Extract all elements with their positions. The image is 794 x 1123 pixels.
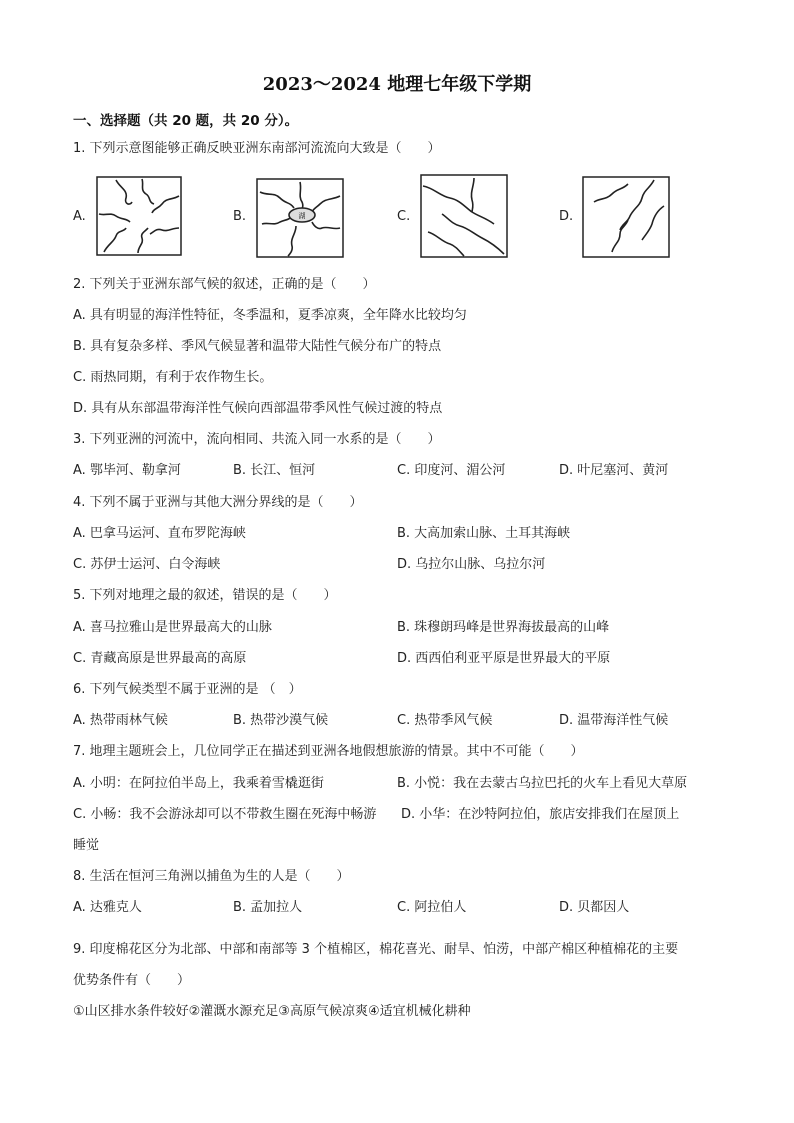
q5-option-b: B. 珠穆朗玛峰是世界海拔最高的山峰: [397, 620, 610, 635]
q6-option-b: B. 热带沙漠气候: [233, 713, 329, 728]
q7-option-b: B. 小悦：我在去蒙古乌拉巴托的火车上看见大草原: [397, 776, 688, 791]
q4-option-c: C. 苏伊士运河、白令海峡: [73, 557, 221, 572]
q1-option-d-map: [582, 176, 670, 258]
question-5-stem: 5. 下列对地理之最的叙述，错误的是（ ）: [73, 588, 337, 603]
question-1-stem: 1. 下列示意图能够正确反映亚洲东南部河流流向大致是（ ）: [73, 141, 441, 156]
question-7-stem: 7. 地理主题班会上，几位同学正在描述到亚洲各地假想旅游的情景。其中不可能（ ）: [73, 744, 584, 759]
q1-option-b-map: [256, 178, 344, 258]
question-6-stem: 6. 下列气候类型不属于亚洲的是 （ ）: [73, 682, 302, 697]
q7-option-a: A. 小明：在阿拉伯半岛上，我乘着雪橇逛街: [73, 776, 324, 791]
q4-option-a: A. 巴拿马运河、直布罗陀海峡: [73, 526, 246, 541]
q7-option-d: D. 小华：在沙特阿拉伯，旅店安排我们在屋顶上: [401, 807, 680, 822]
q5-option-c: C. 青藏高原是世界最高的高原: [73, 651, 247, 666]
svg-text:湖: 湖: [298, 212, 306, 220]
question-9-stem-continued: 优势条件有（ ）: [73, 973, 191, 988]
q1-option-b-label: B.: [233, 209, 247, 224]
question-4-stem: 4. 下列不属于亚洲与其他大洲分界线的是（ ）: [73, 495, 363, 510]
q8-option-c: C. 阿拉伯人: [397, 900, 467, 915]
q7-option-d-continued: 睡觉: [73, 838, 100, 853]
q1-option-a-map: [96, 176, 182, 256]
q9-conditions: ①山区排水条件较好②灌溉水源充足③高原气候凉爽④适宜机械化耕种: [73, 1004, 471, 1019]
q1-option-a-label: A.: [73, 209, 86, 224]
q8-option-a: A. 达雅克人: [73, 900, 142, 915]
section-heading: 一、选择题（共 20 题，共 20 分）。: [73, 113, 299, 129]
page-title: 2023～2024 地理七年级下学期: [262, 74, 532, 95]
q6-option-c: C. 热带季风气候: [397, 713, 493, 728]
q5-option-d: D. 西西伯利亚平原是世界最大的平原: [397, 651, 611, 666]
q4-option-d: D. 乌拉尔山脉、乌拉尔河: [397, 557, 546, 572]
q8-option-d: D. 贝都因人: [559, 900, 630, 915]
q3-option-d: D. 叶尼塞河、黄河: [559, 463, 669, 478]
q7-option-c: C. 小畅：我不会游泳却可以不带救生圈在死海中畅游: [73, 807, 377, 822]
q6-option-a: A. 热带雨林气候: [73, 713, 168, 728]
question-8-stem: 8. 生活在恒河三角洲以捕鱼为生的人是（ ）: [73, 869, 350, 884]
q6-option-d: D. 温带海洋性气候: [559, 713, 669, 728]
question-9-stem: 9. 印度棉花区分为北部、中部和南部等 3 个植棉区，棉花喜光、耐旱、怕涝，中部产棉区种植棉花的主要: [73, 942, 679, 957]
q2-option-b: B. 具有复杂多样、季风气候显著和温带大陆性气候分布广的特点: [73, 339, 442, 354]
q4-option-b: B. 大高加索山脉、土耳其海峡: [397, 526, 571, 541]
q3-option-a: A. 鄂毕河、勒拿河: [73, 463, 181, 478]
q2-option-c: C. 雨热同期，有利于农作物生长。: [73, 370, 273, 385]
q1-option-d-label: D.: [559, 209, 574, 224]
q2-option-d: D. 具有从东部温带海洋性气候向西部温带季风性气候过渡的特点: [73, 401, 443, 416]
q8-option-b: B. 孟加拉人: [233, 900, 303, 915]
q1-option-c-map: [420, 174, 508, 258]
q1-option-c-label: C.: [397, 209, 411, 224]
q3-option-c: C. 印度河、湄公河: [397, 463, 506, 478]
q2-option-a: A. 具有明显的海洋性特征，冬季温和，夏季凉爽，全年降水比较均匀: [73, 308, 467, 323]
question-2-stem: 2. 下列关于亚洲东部气候的叙述，正确的是（ ）: [73, 277, 376, 292]
q5-option-a: A. 喜马拉雅山是世界最高大的山脉: [73, 620, 272, 635]
q3-option-b: B. 长江、恒河: [233, 463, 316, 478]
question-3-stem: 3. 下列亚洲的河流中，流向相同、共流入同一水系的是（ ）: [73, 432, 441, 447]
